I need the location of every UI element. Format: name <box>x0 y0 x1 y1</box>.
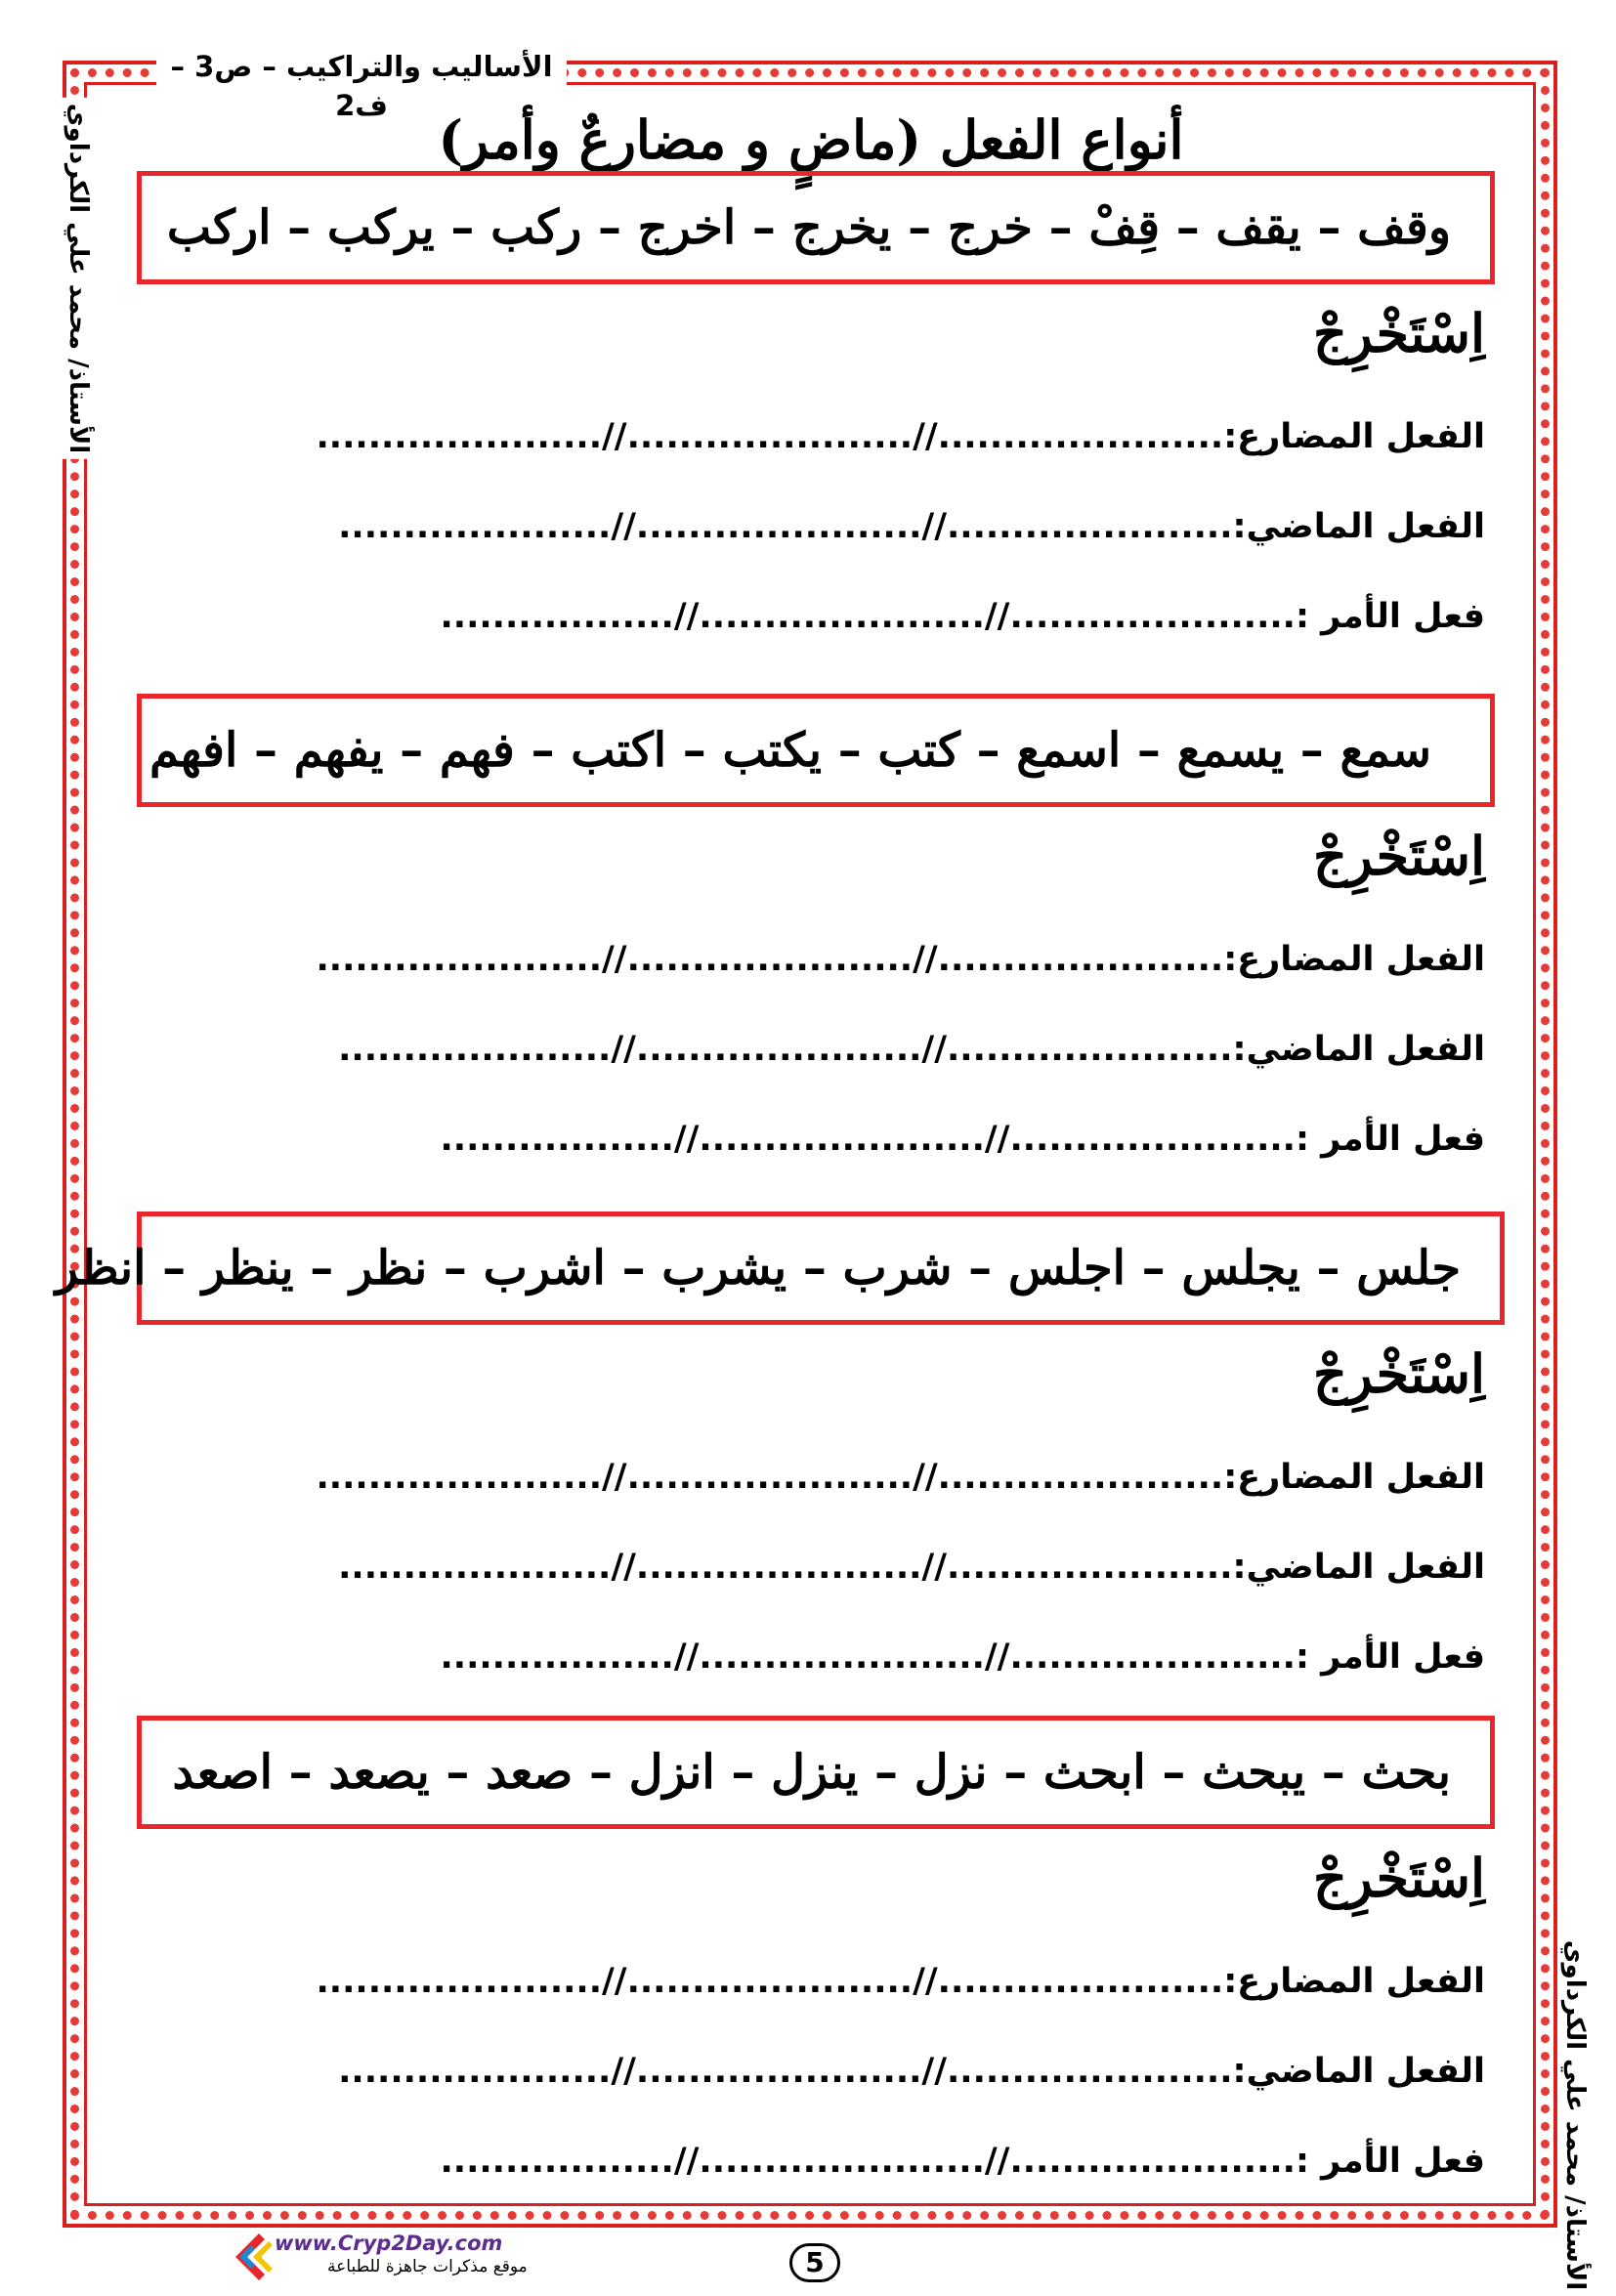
present-answer-line[interactable] <box>127 1960 1505 2003</box>
present-answer-line[interactable] <box>127 415 1505 458</box>
answer-dots[interactable]: ......................//......................//..................... <box>338 507 1233 546</box>
site-url[interactable]: www.Cryp2Day.com <box>275 2232 503 2255</box>
imperative-label: فعل الأمر : <box>1295 2142 1485 2181</box>
instruction-heading: اِسْتَخْرِجْ <box>1312 1342 1485 1405</box>
past-answer-line[interactable] <box>127 1028 1505 1071</box>
logo-chevrons-icon <box>230 2232 273 2282</box>
imperative-label: فعل الأمر : <box>1295 1120 1485 1159</box>
exercise-section-4 <box>127 1716 1505 2183</box>
past-answer-line[interactable] <box>127 505 1505 548</box>
verb-list-box: بحث – يبحث – ابحث – نزل – ينزل – انزل – صعد – يصعد – اصعد <box>137 1716 1495 1829</box>
past-answer-line[interactable] <box>127 1546 1505 1589</box>
past-label: الفعل الماضي: <box>1232 1030 1485 1069</box>
answer-dots[interactable]: ......................//......................//..................... <box>338 1548 1233 1587</box>
answer-dots[interactable]: ......................//......................//..................... <box>338 2052 1233 2091</box>
header-note: الأساليب والتراكيب – ص3 – ف2 <box>156 47 567 125</box>
imperative-answer-line[interactable] <box>127 595 1505 638</box>
imperative-answer-line[interactable] <box>127 1636 1505 1679</box>
page-title: أنواع الفعل (ماضٍ و مضارعٌ وأمر) <box>410 106 1212 174</box>
present-label: الفعل المضارع: <box>1223 417 1485 456</box>
past-label: الفعل الماضي: <box>1232 507 1485 546</box>
instruction-heading: اِسْتَخْرِجْ <box>1312 1847 1485 1909</box>
present-answer-line[interactable] <box>127 938 1505 981</box>
verb-list-box: سمع – يسمع – اسمع – كتب – يكتب – اكتب – فهم – يفهم – افهم <box>137 694 1495 807</box>
exercise-section-3 <box>55 1212 1505 1679</box>
site-logo[interactable] <box>230 2230 542 2284</box>
past-label: الفعل الماضي: <box>1232 1548 1485 1587</box>
site-tagline: موقع مذكرات جاهزة للطباعة <box>327 2257 528 2276</box>
answer-dots[interactable]: ......................//......................//.................. <box>440 1637 1296 1677</box>
instruction-heading: اِسْتَخْرِجْ <box>1312 825 1485 887</box>
verb-list-box: وقف – يقف – قِفْ – خرج – يخرج – اخرج – ركب – يركب – اركب <box>137 171 1495 284</box>
imperative-label: فعل الأمر : <box>1295 597 1485 636</box>
imperative-answer-line[interactable] <box>127 2140 1505 2183</box>
verb-list-box: جلس – يجلس – اجلس – شرب – يشرب – اشرب – نظر – ينظر – انظر <box>137 1212 1505 1325</box>
answer-dots[interactable]: ......................//......................//.................. <box>440 2142 1296 2181</box>
answer-dots[interactable]: ......................//......................//.................. <box>440 597 1296 636</box>
exercise-section-1 <box>127 171 1505 638</box>
answer-dots[interactable]: ......................//......................//...................... <box>316 417 1224 456</box>
instruction-heading: اِسْتَخْرِجْ <box>1312 302 1485 364</box>
answer-dots[interactable]: ......................//......................//...................... <box>316 1458 1224 1497</box>
answer-dots[interactable]: ......................//......................//.................. <box>440 1120 1296 1159</box>
present-label: الفعل المضارع: <box>1223 940 1485 979</box>
past-label: الفعل الماضي: <box>1232 2052 1485 2091</box>
imperative-label: فعل الأمر : <box>1295 1637 1485 1677</box>
imperative-answer-line[interactable] <box>127 1118 1505 1161</box>
author-side-label-right: الأستاذ/ محمد علي الكرداوي <box>1557 1935 1593 2296</box>
author-side-label-left: الأستاذ/ محمد علي الكرداوي <box>61 98 96 459</box>
answer-dots[interactable]: ......................//......................//...................... <box>316 1962 1224 2001</box>
present-answer-line[interactable] <box>127 1456 1505 1499</box>
past-answer-line[interactable] <box>127 2050 1505 2093</box>
exercise-section-2 <box>127 694 1505 1161</box>
answer-dots[interactable]: ......................//......................//...................... <box>316 940 1224 979</box>
present-label: الفعل المضارع: <box>1223 1458 1485 1497</box>
present-label: الفعل المضارع: <box>1223 1962 1485 2001</box>
page-number: 5 <box>789 2243 840 2282</box>
answer-dots[interactable]: ......................//......................//..................... <box>338 1030 1233 1069</box>
